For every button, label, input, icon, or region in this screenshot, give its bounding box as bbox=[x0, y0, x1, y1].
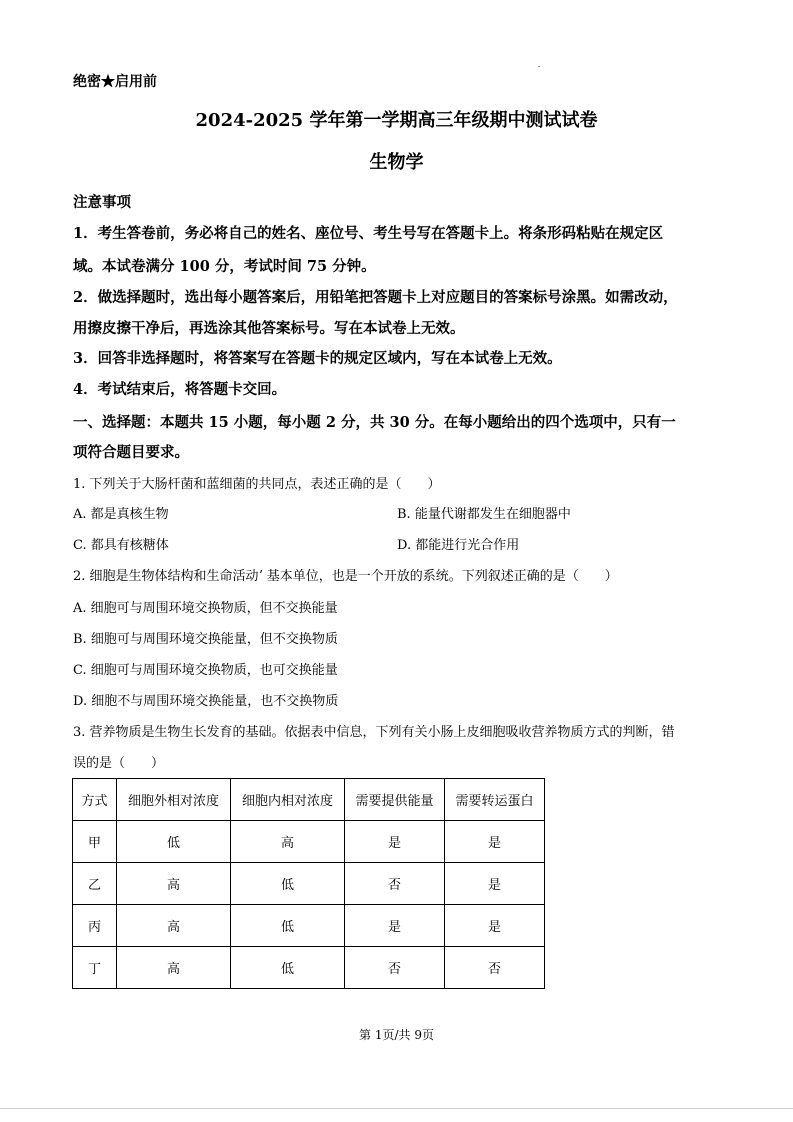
section-heading: 一、选择题：本题共 15 小题，每小题 2 分，共 30 分。在每小题给出的四个选项中，只有一 bbox=[73, 414, 676, 431]
q1-option-c: C. 都具有核糖体 bbox=[73, 538, 169, 553]
table-cell: 是 bbox=[345, 821, 445, 863]
table-cell: 否 bbox=[345, 863, 445, 905]
table-row bbox=[73, 905, 545, 947]
table-cell: 否 bbox=[445, 947, 545, 989]
table-row bbox=[73, 947, 545, 989]
table-cell: 丁 bbox=[73, 947, 117, 989]
table-header-cell: 需要提供能量 bbox=[345, 779, 445, 821]
nutrient-absorption-table bbox=[72, 778, 545, 989]
table-cell: 甲 bbox=[73, 821, 117, 863]
q2-option-d: D. 细胞不与周围环境交换能量，也不交换物质 bbox=[73, 694, 339, 709]
note-line: 1．考生答卷前，务必将自己的姓名、座位号、考生号写在答题卡上。将条形码粘贴在规定区 bbox=[73, 225, 664, 242]
question-2-stem: 2. 细胞是生物体结构和生命活动ʼ 基本单位，也是一个开放的系统。下列叙述正确的是（ ） bbox=[73, 569, 618, 584]
q2-option-a: A. 细胞可与周围环境交换物质，但不交换能量 bbox=[73, 601, 338, 616]
table-row bbox=[73, 821, 545, 863]
question-3-stem: 3. 营养物质是生物生长发育的基础。依据表中信息，下列有关小肠上皮细胞吸收营养物质方式的判断，错 bbox=[73, 725, 675, 740]
table-cell: 低 bbox=[117, 821, 231, 863]
table-cell: 是 bbox=[445, 905, 545, 947]
table-cell: 高 bbox=[117, 905, 231, 947]
note-line: 2．做选择题时，选出每小题答案后，用铅笔把答题卡上对应题目的答案标号涂黑。如需改动， bbox=[73, 289, 678, 306]
table-header-cell: 细胞内相对浓度 bbox=[231, 779, 345, 821]
q1-option-a: A. 都是真核生物 bbox=[73, 507, 169, 522]
table-cell: 乙 bbox=[73, 863, 117, 905]
table-header-row bbox=[73, 779, 545, 821]
question-3-stem-cont: 误的是（ ） bbox=[73, 756, 165, 771]
page-number-footer: 第 1页/共 9页 bbox=[359, 1028, 434, 1042]
table-header-cell: 方式 bbox=[73, 779, 117, 821]
table-cell: 否 bbox=[345, 947, 445, 989]
q2-option-b: B. 细胞可与周围环境交换能量，但不交换物质 bbox=[73, 632, 338, 647]
table-cell: 高 bbox=[231, 821, 345, 863]
table-cell: 低 bbox=[231, 863, 345, 905]
table-header-cell: 细胞外相对浓度 bbox=[117, 779, 231, 821]
note-line: 3．回答非选择题时，将答案写在答题卡的规定区域内，写在本试卷上无效。 bbox=[73, 350, 562, 367]
question-1-stem: 1. 下列关于大肠杆菌和蓝细菌的共同点，表述正确的是（ ） bbox=[73, 477, 441, 492]
section-heading-cont: 项符合题目要求。 bbox=[73, 444, 189, 461]
table-cell: 是 bbox=[445, 863, 545, 905]
q1-option-b: B. 能量代谢都发生在细胞器中 bbox=[397, 507, 571, 522]
confidential-label: 绝密★启用前 bbox=[73, 74, 157, 90]
note-line: 域。本试卷满分 100 分，考试时间 75 分钟。 bbox=[73, 258, 376, 275]
table-cell: 低 bbox=[231, 947, 345, 989]
table-cell: 是 bbox=[445, 821, 545, 863]
subject-title: 生物学 bbox=[369, 152, 424, 173]
q2-option-c: C. 细胞可与周围环境交换物质，也可交换能量 bbox=[73, 663, 338, 678]
table-row bbox=[73, 863, 545, 905]
q1-option-d: D. 都能进行光合作用 bbox=[397, 538, 520, 553]
table-cell: 高 bbox=[117, 863, 231, 905]
table-header-cell: 需要转运蛋白 bbox=[445, 779, 545, 821]
exam-title: 2024-2025 学年第一学期高三年级期中测试试卷 bbox=[195, 110, 598, 131]
table-cell: 丙 bbox=[73, 905, 117, 947]
table-cell: 高 bbox=[117, 947, 231, 989]
bottom-divider bbox=[0, 1108, 793, 1109]
table-cell: 低 bbox=[231, 905, 345, 947]
speck-mark bbox=[538, 66, 540, 67]
note-line: 用擦皮擦干净后，再选涂其他答案标号。写在本试卷上无效。 bbox=[73, 320, 465, 337]
table-cell: 是 bbox=[345, 905, 445, 947]
note-line: 4．考试结束后，将答题卡交回。 bbox=[73, 381, 287, 398]
notes-heading: 注意事项 bbox=[73, 194, 131, 211]
